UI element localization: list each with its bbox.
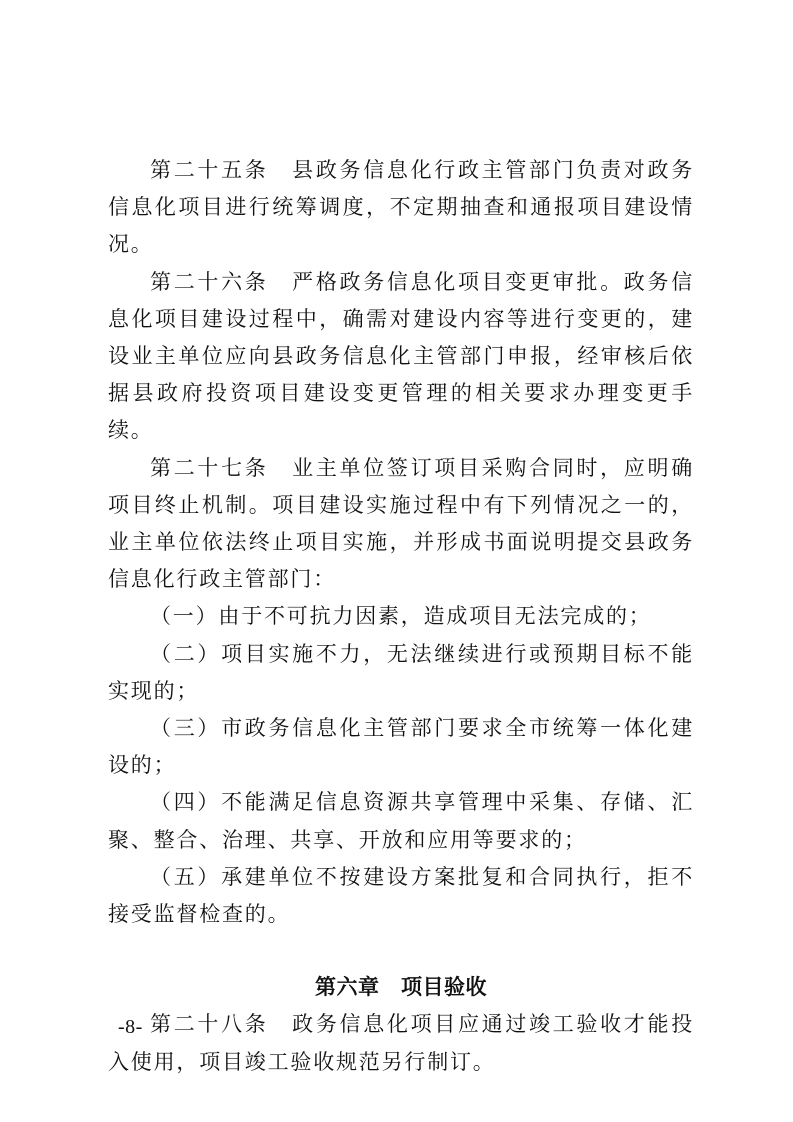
chapter-title: 第六章 项目验收 bbox=[315, 975, 487, 1000]
chapter-spacer bbox=[108, 933, 694, 969]
page-number: -8- bbox=[118, 1016, 143, 1038]
article-27-item-4: （四）不能满足信息资源共享管理中采集、存储、汇聚、整合、治理、共享、开放和应用等要求的； bbox=[108, 790, 694, 852]
article-27-item-1: （一）由于不可抗力因素，造成项目无法完成的； bbox=[150, 604, 652, 629]
document-body bbox=[108, 152, 694, 1081]
article-27-item-3: （三）市政务信息化主管部门要求全市统筹一体化建设的； bbox=[108, 716, 694, 778]
article-26: 第二十六条 严格政务信息化项目变更审批。政务信息化项目建设过程中，确需对建设内容等进行变更的，建设业主单位应向县政务信息化主管部门申报，经审核后依据县政府投资项目建设变更管理的相关要求办理变更手续。 bbox=[108, 269, 694, 443]
article-28: 第二十八条 政务信息化项目应通过竣工验收才能投入使用，项目竣工验收规范另行制订。 bbox=[108, 1012, 694, 1074]
article-27-item-2: （二）项目实施不力，无法继续进行或预期目标不能实现的； bbox=[108, 641, 694, 703]
article-27-item-5: （五）承建单位不按建设方案批复和合同执行，拒不接受监督检查的。 bbox=[108, 864, 694, 927]
article-27: 第二十七条 业主单位签订项目采购合同时，应明确项目终止机制。项目建设实施过程中有下列情况之一的，业主单位依法终止项目实施，并形成书面说明提交县政务信息化行政主管部门： bbox=[108, 455, 694, 592]
article-25: 第二十五条 县政务信息化行政主管部门负责对政务信息化项目进行统筹调度，不定期抽查和通报项目建设情况。 bbox=[108, 158, 694, 257]
